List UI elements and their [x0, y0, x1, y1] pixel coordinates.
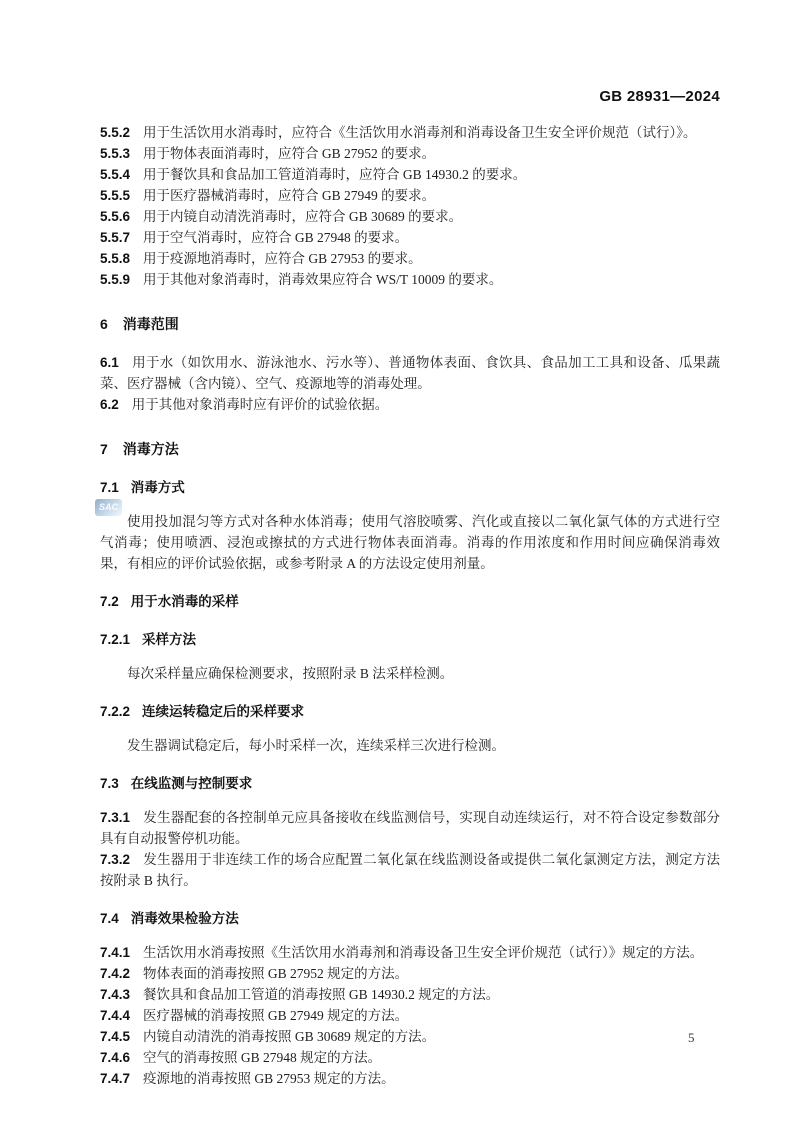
clause-7.4.7 — [100, 1068, 720, 1089]
clause-text: 用于餐饮具和食品加工管道消毒时，应符合 GB 14930.2 的要求。 — [143, 167, 527, 182]
clause-text: 餐饮具和食品加工管道的消毒按照 GB 14930.2 规定的方法。 — [143, 987, 500, 1002]
clause-7.4.6 — [100, 1047, 720, 1068]
clause-text: 生活饮用水消毒按照《生活饮用水消毒剂和消毒设备卫生安全评价规范（试行）》规定的方法。 — [143, 945, 704, 960]
clause-text: 空气的消毒按照 GB 27948 规定的方法。 — [143, 1050, 382, 1065]
heading-text: 在线监测与控制要求 — [130, 776, 253, 791]
paragraph — [100, 663, 720, 684]
section-heading-7.1 — [100, 477, 720, 498]
paragraph-text: 每次采样量应确保检测要求，按照附录 B 法采样检测。 — [127, 666, 454, 681]
clause-text: 用于水（如饮用水、游泳池水、污水等）、普通物体表面、食饮具、食品加工工具和设备、瓜果蔬菜、医疗器械（含内镜）、空气、疫源地等的消毒处理。 — [100, 355, 720, 391]
clause-text: 用于空气消毒时，应符合 GB 27948 的要求。 — [143, 230, 409, 245]
clause-text: 用于其他对象消毒时应有评价的试验依据。 — [131, 397, 389, 412]
paragraph — [100, 735, 720, 756]
section-heading-7.3 — [100, 773, 720, 794]
clause-5.5.3 — [100, 143, 720, 164]
clause-text: 医疗器械的消毒按照 GB 27949 规定的方法。 — [143, 1008, 409, 1023]
clause-number: 7.1 — [100, 480, 119, 495]
clause-number: 7.4.1 — [100, 945, 131, 960]
clause-7.4.1 — [100, 942, 720, 963]
clause-number: 7.2.2 — [100, 704, 131, 719]
clause-number: 5.5.4 — [100, 167, 131, 182]
clause-7.3.2 — [100, 849, 720, 891]
clause-text: 物体表面的消毒按照 GB 27952 规定的方法。 — [143, 966, 409, 981]
section-heading-7.2 — [100, 591, 720, 612]
heading-text: 消毒方式 — [130, 480, 185, 495]
clause-text: 内镜自动清洗的消毒按照 GB 30689 规定的方法。 — [143, 1029, 436, 1044]
clause-5.5.7 — [100, 227, 720, 248]
clause-number: 7.4.7 — [100, 1071, 131, 1086]
heading-text: 采样方法 — [142, 632, 197, 647]
clause-text: 用于医疗器械消毒时，应符合 GB 27949 的要求。 — [143, 188, 436, 203]
clause-text: 疫源地的消毒按照 GB 27953 规定的方法。 — [143, 1071, 395, 1086]
clause-number: 5.5.7 — [100, 230, 131, 245]
paragraph — [98, 502, 720, 574]
clause-number: 6 — [100, 316, 108, 332]
paragraph-text: 发生器调试稳定后，每小时采样一次，连续采样三次进行检测。 — [127, 738, 505, 753]
standard-number-header: GB 28931—2024 — [599, 88, 720, 105]
section-heading-7.4 — [100, 908, 720, 929]
clause-number: 5.5.5 — [100, 188, 131, 203]
page-number: 5 — [688, 1030, 695, 1045]
heading-text: 用于水消毒的采样 — [130, 594, 239, 609]
clause-number: 7.4 — [100, 911, 119, 926]
clause-number: 5.5.9 — [100, 272, 131, 287]
clause-number: 7.2.1 — [100, 632, 131, 647]
clause-number: 7 — [100, 441, 108, 457]
clause-text: 发生器用于非连续工作的场合应配置二氧化氯在线监测设备或提供二氧化氯测定方法，测定方法按附录 B 执行。 — [100, 852, 720, 888]
clause-number: 5.5.8 — [100, 251, 131, 266]
clause-text: 用于疫源地消毒时，应符合 GB 27953 的要求。 — [143, 251, 422, 266]
heading-text: 消毒方法 — [122, 441, 179, 457]
clause-7.4.5 — [100, 1026, 720, 1047]
sac-watermark-stamp: SAC — [95, 499, 122, 516]
clause-number: 5.5.6 — [100, 209, 131, 224]
clause-5.5.8 — [100, 248, 720, 269]
clause-7.3.1 — [100, 807, 720, 849]
section-heading-7 — [100, 439, 720, 460]
clause-5.5.4 — [100, 164, 720, 185]
clause-number: 7.4.3 — [100, 987, 131, 1002]
clause-number: 7.2 — [100, 594, 119, 609]
clause-text: 发生器配套的各控制单元应具备接收在线监测信号，实现自动连续运行，对不符合设定参数部分具有自动报警停机功能。 — [100, 810, 720, 846]
content-flow — [100, 122, 720, 1089]
clause-text: 用于物体表面消毒时，应符合 GB 27952 的要求。 — [143, 146, 436, 161]
section-heading-7.2.2 — [100, 701, 720, 722]
heading-text: 消毒效果检验方法 — [130, 911, 239, 926]
clause-text: 用于其他对象消毒时，消毒效果应符合 WS/T 10009 的要求。 — [143, 272, 503, 287]
page-content — [100, 88, 720, 1089]
clause-text: 用于内镜自动清洗消毒时，应符合 GB 30689 的要求。 — [143, 209, 463, 224]
clause-number: 7.4.5 — [100, 1029, 131, 1044]
clause-number: 7.4.2 — [100, 966, 131, 981]
clause-number: 7.3.2 — [100, 852, 131, 867]
clause-number: 7.3.1 — [100, 810, 131, 825]
paragraph-text: 使用投加混匀等方式对各种水体消毒；使用气溶胶喷雾、汽化或直接以二氧化氯气体的方式进行空气消毒；使用喷洒、浸泡或擦拭的方式进行物体表面消毒。消毒的作用浓度和作用时间应确保消毒效果，有相应的评价试验依据，或参考附录 A 的方法设定使用剂量。 — [100, 514, 720, 571]
section-heading-7.2.1 — [100, 629, 720, 650]
clause-7.4.2 — [100, 963, 720, 984]
clause-text: 用于生活饮用水消毒时，应符合《生活饮用水消毒剂和消毒设备卫生安全评价规范（试行）》。 — [143, 125, 697, 140]
clause-number: 7.4.4 — [100, 1008, 131, 1023]
clause-number: 7.3 — [100, 776, 119, 791]
clause-5.5.5 — [100, 185, 720, 206]
clause-number: 5.5.2 — [100, 125, 131, 140]
clause-6.2 — [100, 394, 720, 415]
clause-6.1 — [100, 352, 720, 394]
clause-number: 6.1 — [100, 355, 119, 370]
heading-text: 消毒范围 — [122, 316, 179, 332]
clause-7.4.4 — [100, 1005, 720, 1026]
clause-number: 6.2 — [100, 397, 119, 412]
clause-5.5.6 — [100, 206, 720, 227]
clause-number: 7.4.6 — [100, 1050, 131, 1065]
section-heading-6 — [100, 314, 720, 335]
clause-5.5.9 — [100, 269, 720, 290]
clause-5.5.2 — [100, 122, 720, 143]
clause-7.4.3 — [100, 984, 720, 1005]
clause-number: 5.5.3 — [100, 146, 131, 161]
heading-text: 连续运转稳定后的采样要求 — [142, 704, 305, 719]
